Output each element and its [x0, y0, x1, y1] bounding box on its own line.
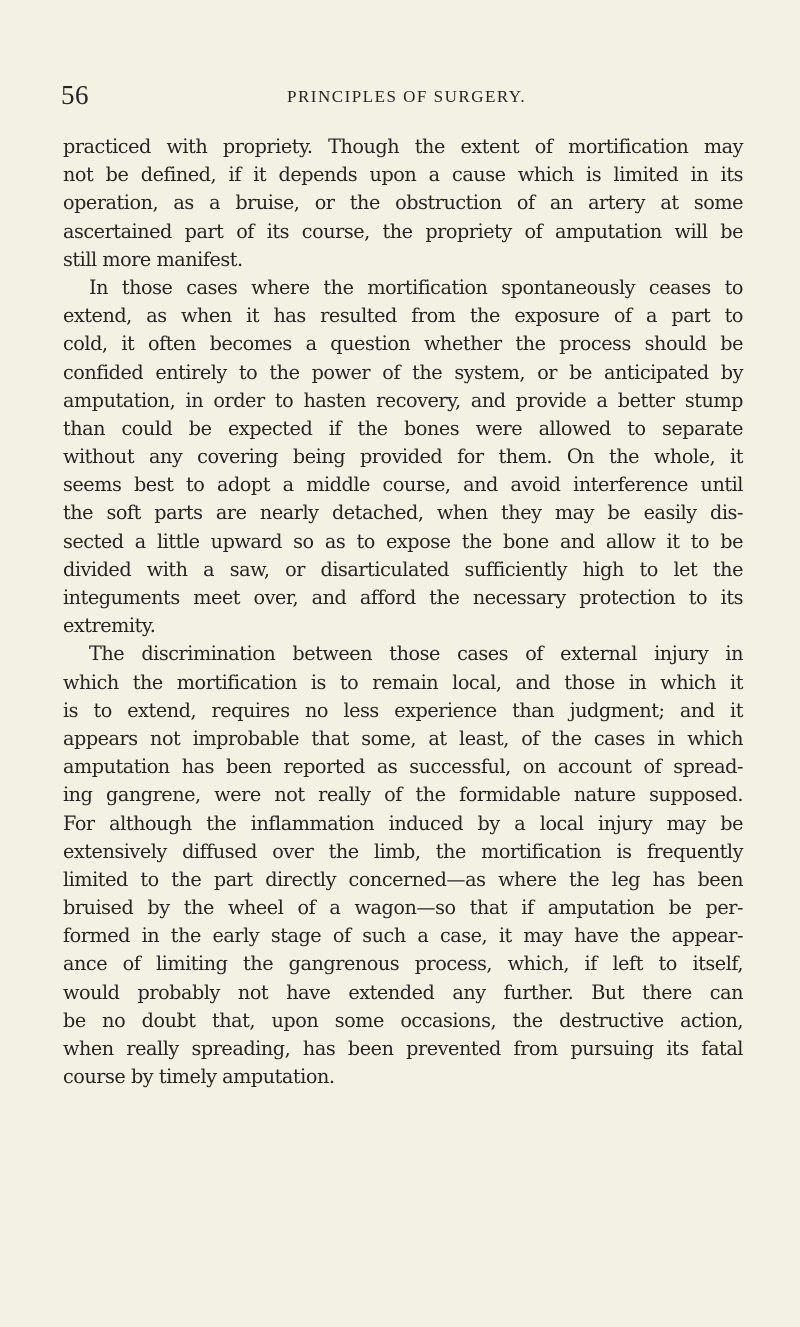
text-line: course by timely amputation. [63, 1065, 335, 1089]
text-line: practiced with propriety. Though the extent of mortification may [63, 135, 743, 158]
text-line: not be defined, if it depends upon a cause which is limited in its [63, 163, 743, 187]
text-line: For although the inflammation induced by a local injury may be [63, 811, 743, 835]
running-title: PRINCIPLES OF SURGERY. [287, 87, 527, 106]
text-line: limited to the part directly concerned—as where the leg has been [63, 867, 743, 891]
text-line: formed in the early stage of such a case, it may have the appear- [63, 924, 743, 948]
text-line: ance of limiting the gangrenous process, which, if left to itself, [63, 952, 743, 976]
text-line: appears not improbable that some, at least, of the cases in which [63, 726, 743, 750]
text-line: divided with a saw, or disarticulated sufficiently high to let the [63, 557, 743, 581]
text-line: is to extend, requires no less experience than judgment; and it [63, 698, 743, 722]
text-line: ascertained part of its course, the propriety of amputation will be [63, 219, 743, 243]
text-line: extensively diffused over the limb, the mortification is frequently [63, 839, 743, 863]
text-line: than could be expected if the bones were allowed to separate [63, 416, 743, 440]
text-line: be no doubt that, upon some occasions, the destructive action, [63, 1008, 743, 1032]
text-line: when really spreading, has been prevented from pursuing its fatal [63, 1037, 743, 1060]
text-line: operation, as a bruise, or the obstruction of an artery at some [63, 191, 743, 215]
text-line: which the mortification is to remain local, and those in which it [63, 670, 743, 694]
text-line: The discrimination between those cases of external injury in [89, 642, 743, 666]
text-line: extremity. [63, 614, 156, 638]
text-line: In those cases where the mortification spontaneously ceases to [89, 275, 743, 299]
text-line: bruised by the wheel of a wagon—so that if amputation be per- [63, 896, 743, 920]
text-line: amputation has been reported as successful, on account of spread- [63, 755, 743, 779]
text-line: still more manifest. [63, 247, 243, 271]
page-number: 56 [61, 80, 89, 110]
body-text [63, 133, 743, 1091]
running-head [0, 80, 800, 110]
text-line: integuments meet over, and afford the necessary protection to its [63, 586, 743, 609]
text-line: would probably not have extended any further. But there can [63, 980, 743, 1004]
text-line: sected a little upward so as to expose the bone and allow it to be [63, 529, 743, 553]
text-line: extend, as when it has resulted from the exposure of a part to [63, 304, 743, 328]
text-line: confided entirely to the power of the system, or be anticipated by [63, 360, 743, 384]
text-line: amputation, in order to hasten recovery, and provide a better stump [63, 388, 743, 412]
text-line: the soft parts are nearly detached, when they may be easily dis- [63, 501, 743, 525]
text-line: ing gangrene, were not really of the formidable nature supposed. [63, 783, 743, 807]
text-line: cold, it often becomes a question whether the process should be [63, 332, 743, 356]
text-line: without any covering being provided for them. On the whole, it [63, 445, 743, 469]
text-line: seems best to adopt a middle course, and avoid interference until [63, 473, 743, 497]
